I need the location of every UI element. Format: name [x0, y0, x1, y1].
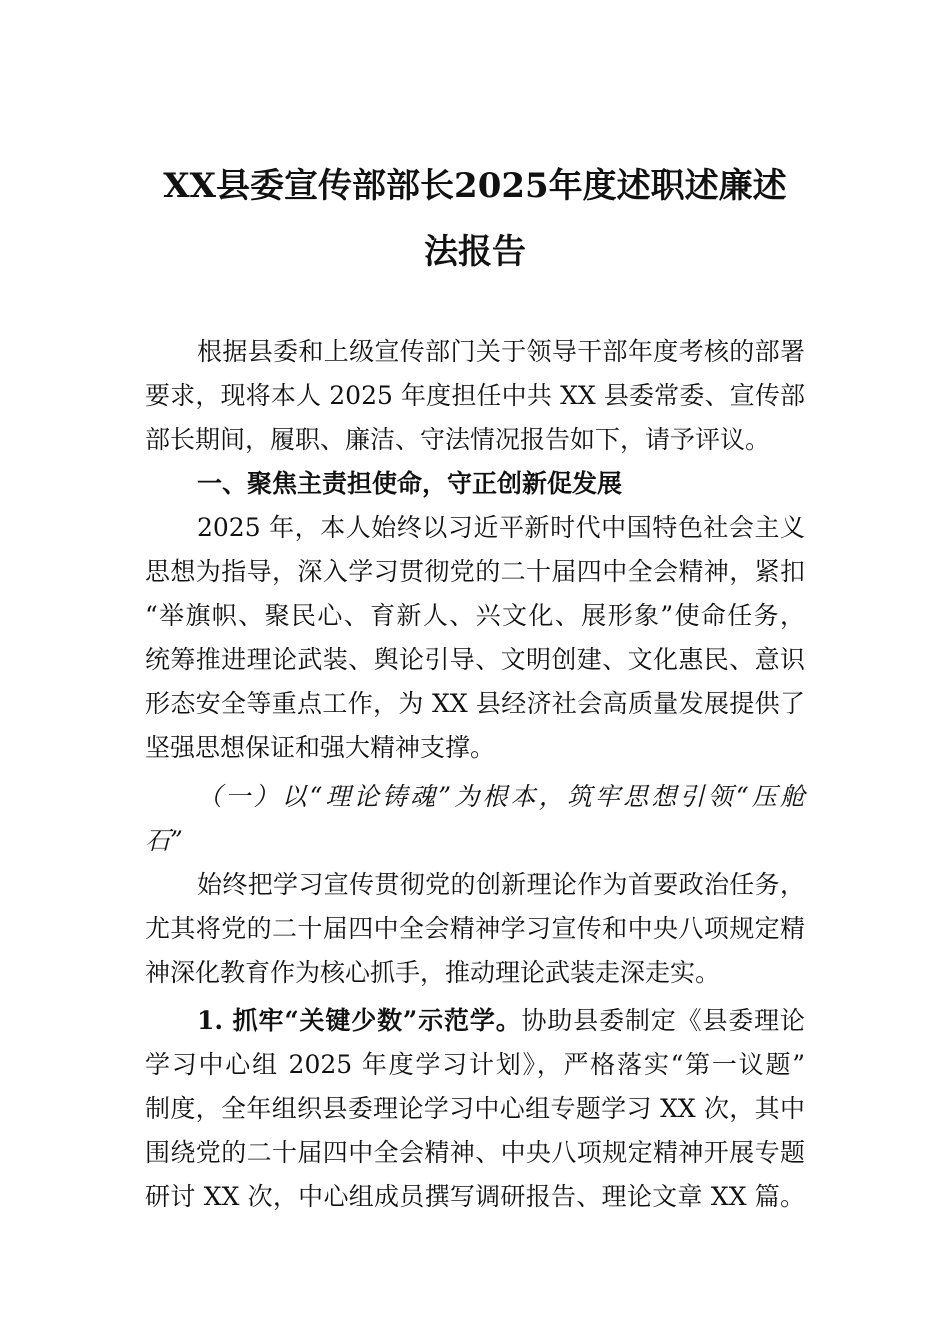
text-line: 坚强思想保证和强大精神支撑。 — [145, 733, 496, 762]
text-line: 2025 年，本人始终以习近平新时代中国特色社会主义 — [197, 513, 805, 542]
text-line: 神深化教育作为核心抓手，推动理论武装走深走实。 — [145, 958, 721, 987]
text-line: 研讨 XX 次，中心组成员撰写调研报告、理论文章 XX 篇。 — [145, 1182, 805, 1211]
text-line: 学习中心组 2025 年度学习计划》，严格落实“第一议题” — [145, 1050, 805, 1079]
text-line: 根据县委和上级宣传部门关于领导干部年度考核的部署 — [197, 337, 805, 366]
item-text: 协助县委制定《县委理论 — [521, 1006, 805, 1035]
text-line: 始终把学习宣传贯彻党的创新理论作为首要政治任务， — [197, 870, 805, 899]
text-line: 要求，现将本人 2025 年度担任中共 XX 县委常委、宣传部 — [145, 381, 805, 410]
text-line: 部长期间，履职、廉洁、守法情况报告如下，请予评议。 — [145, 425, 771, 454]
text-line: “举旗帜、聚民心、育新人、兴文化、展形象”使命任务， — [145, 601, 805, 630]
text-line: 制度，全年组织县委理论学习中心组专题学习 XX 次，其中 — [145, 1094, 805, 1123]
item-heading: 1. 抓牢“关键少数”示范学。 — [197, 1006, 522, 1035]
text-line — [197, 1006, 805, 1036]
text-line: 尤其将党的二十届四中全会精神学习宣传和中央八项规定精 — [145, 914, 805, 943]
subsection-heading: （一）以“理论铸魂”为根本，筑牢思想引领“压舱 — [197, 782, 805, 811]
subsection-heading: 石” — [145, 826, 183, 855]
text-line: 思想为指导，深入学习贯彻党的二十届四中全会精神，紧扣 — [145, 557, 805, 586]
document-title-line-2: 法报告 — [424, 232, 526, 272]
section-heading: 一、聚焦主责担使命，守正创新促发展 — [197, 469, 623, 498]
text-line: 围绕党的二十届四中全会精神、中央八项规定精神开展专题 — [145, 1138, 805, 1167]
document-title-line-1: XX县委宣传部部长2025年度述职述廉述 — [163, 166, 787, 206]
text-line: 形态安全等重点工作，为 XX 县经济社会高质量发展提供了 — [145, 689, 805, 718]
text-line: 统筹推进理论武装、舆论引导、文明创建、文化惠民、意识 — [145, 645, 805, 674]
